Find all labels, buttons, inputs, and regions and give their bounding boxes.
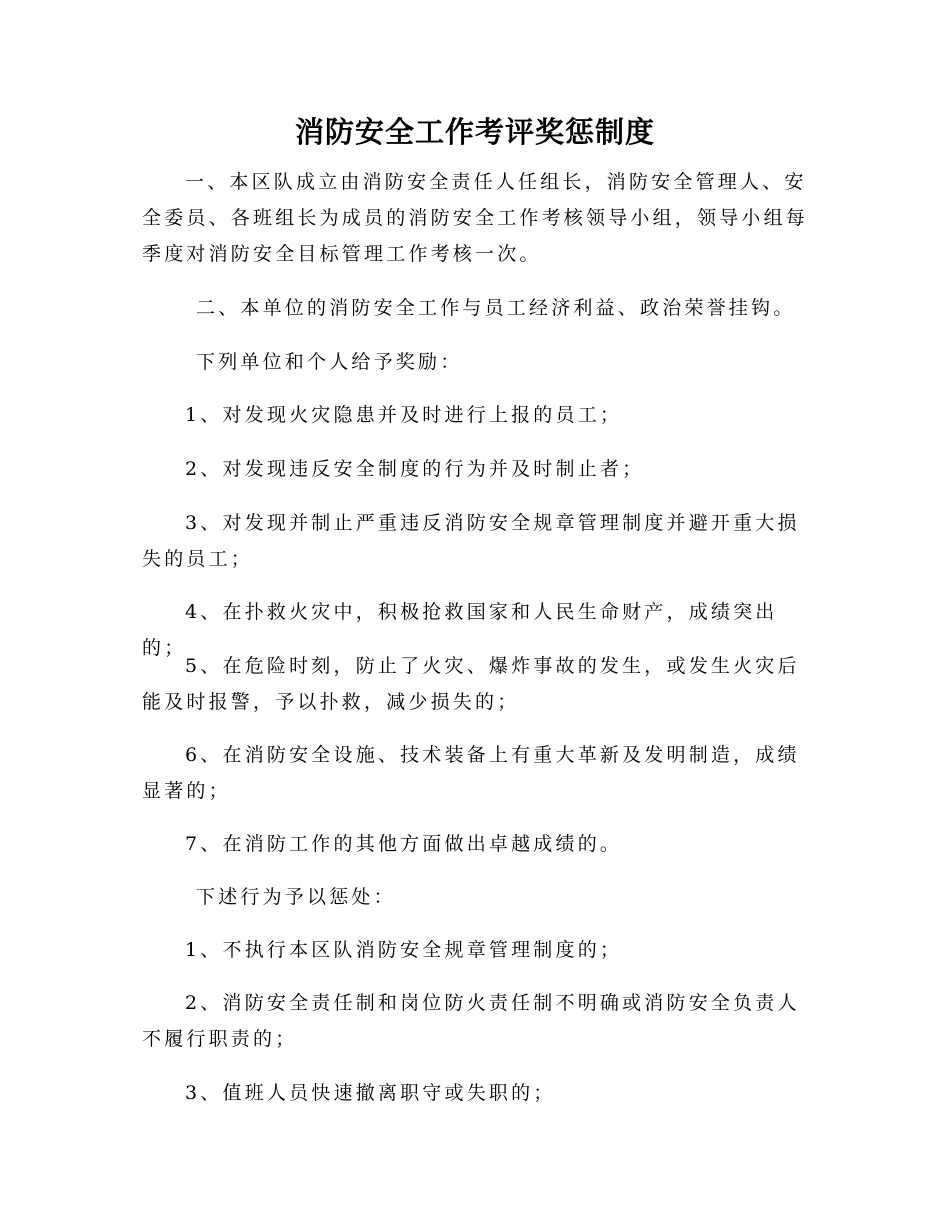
reward-item-4: 4、在扑救火灾中，积极抢救国家和人民生命财产，成绩突出的； (142, 601, 778, 659)
reward-item-3: 3、对发现并制止严重违反消防安全规章管理制度并避开重大损失的员工； (142, 512, 800, 570)
reward-item-7: 7、在消防工作的其他方面做出卓越成绩的。 (185, 833, 623, 855)
penalty-heading: 下述行为予以惩处： (196, 886, 396, 908)
paragraph-1: 一、本区队成立由消防安全责任人任组长，消防安全管理人、安全委员、各班组长为成员的消防安全工作考核领导小组，领导小组每季度对消防安全目标管理工作考核一次。 (142, 171, 809, 265)
reward-item-6: 6、在消防安全设施、技术装备上有重大革新及发明制造，成绩显著的； (142, 744, 800, 802)
reward-item-2: 2、对发现违反安全制度的行为并及时制止者； (185, 458, 645, 480)
reward-item-1: 1、对发现火灾隐患并及时进行上报的员工； (185, 404, 623, 426)
reward-item-5: 5、在危险时刻，防止了火灾、爆炸事故的发生，或发生火灾后能及时报警，予以扑救，减少损失的； (142, 655, 800, 713)
paragraph-reward-heading: 下列单位和个人给予奖励： (196, 351, 463, 373)
paragraph-2: 二、本单位的消防安全工作与员工经济利益、政治荣誉挂钩。 (196, 297, 796, 319)
penalty-item-3: 3、值班人员快速撤离职守或失职的； (185, 1082, 556, 1104)
penalty-item-2: 2、消防安全责任制和岗位防火责任制不明确或消防安全负责人不履行职责的； (142, 992, 800, 1050)
penalty-item-1: 1、不执行本区队消防安全规章管理制度的； (185, 939, 623, 961)
document-title: 消防安全工作考评奖惩制度 (294, 115, 655, 149)
